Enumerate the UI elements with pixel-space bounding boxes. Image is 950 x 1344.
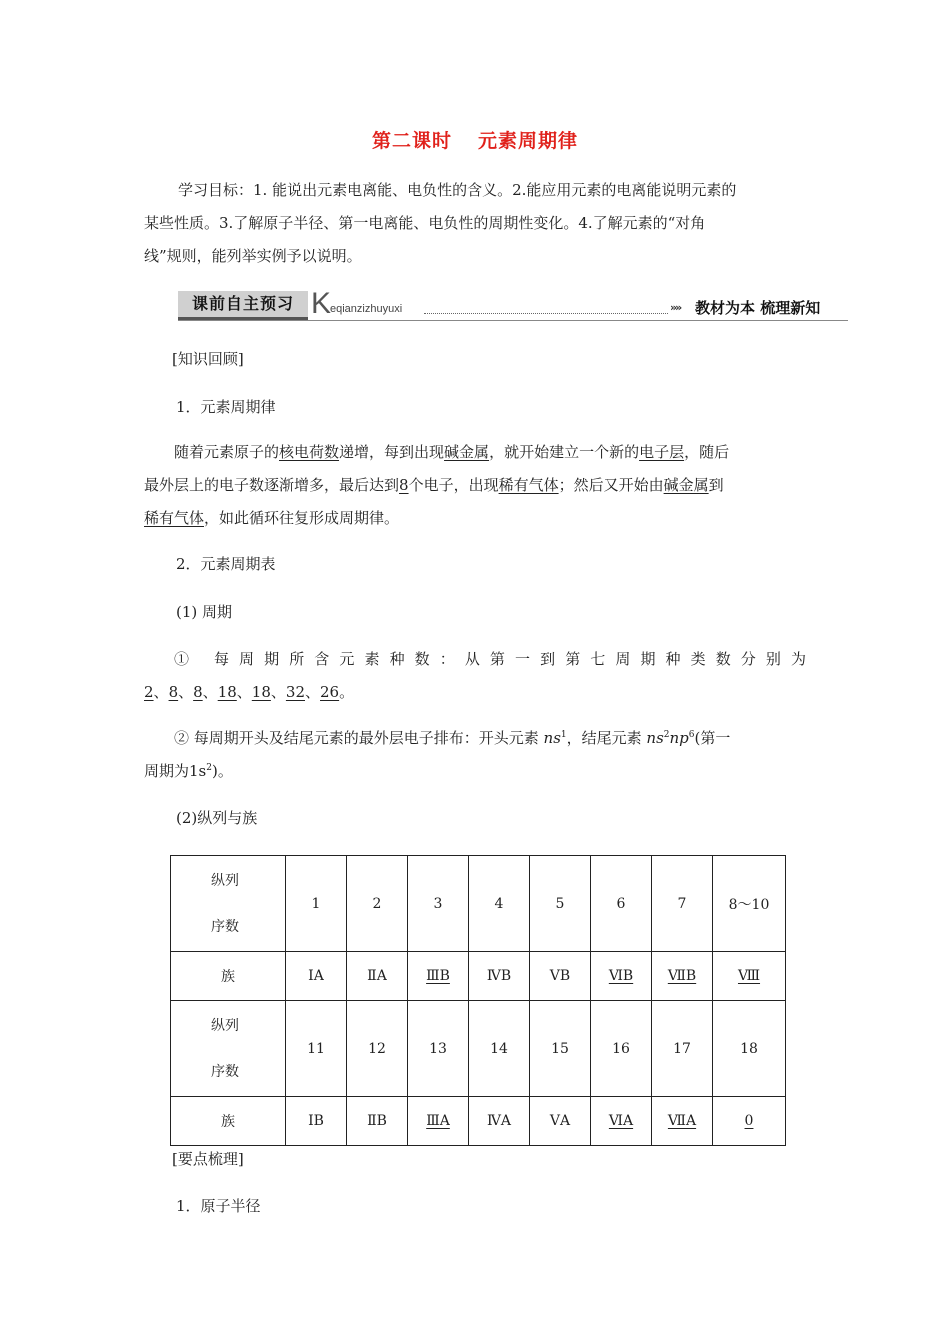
title-part2: 元素周期律	[478, 130, 579, 152]
row-label: 纵列 序数	[171, 856, 286, 952]
point1-heading: 1．原子半径	[176, 1197, 261, 1215]
item1-line1: 随着元素原子的核电荷数递增，每到出现碱金属，就开始建立一个新的电子层，随后	[174, 443, 730, 461]
item1-heading: 1．元素周期律	[176, 398, 276, 416]
banner-slogan: 教材为本 梳理新知	[695, 299, 821, 317]
period-counts-line2: 2、8、8、18、18、32、26。	[144, 683, 355, 701]
blank-electron-shell: 电子层	[639, 443, 685, 461]
electron-config	[144, 722, 806, 788]
table-cell: 13	[408, 1001, 469, 1097]
table-cell: ⅡA	[347, 952, 408, 1001]
table-cell: 3	[408, 856, 469, 952]
objectives-line2: 某些性质。3.了解原子半径、第一电离能、电负性的周期性变化。4.了解元素的“对角	[144, 214, 706, 232]
group-label: 族	[171, 952, 286, 1001]
table-cell: 17	[652, 1001, 713, 1097]
blank-noble-gas: 稀有气体	[498, 476, 559, 494]
table-cell: Ⅷ	[713, 952, 786, 1001]
learning-objectives	[144, 174, 806, 273]
config-line1: ② 每周期开头及结尾元素的最外层电子排布：开头元素 $ns^1$，结尾元素 $ns^2np^6$(第一	[174, 729, 731, 747]
table-cell: ⅥA	[591, 1097, 652, 1146]
section-points: [要点梳理]	[172, 1150, 244, 1168]
table-cell: 16	[591, 1001, 652, 1097]
table-cell: 1	[286, 856, 347, 952]
section-banner	[178, 287, 848, 321]
table-row	[171, 952, 786, 1001]
row-label: 纵列 序数	[171, 1001, 286, 1097]
blank-alkali-metal-2: 碱金属	[663, 476, 709, 494]
objectives-line3: 线”规则，能列举实例予以说明。	[144, 247, 362, 265]
blank-nuclear-charge: 核电荷数	[279, 443, 340, 461]
item2-heading: 2．元素周期表	[176, 555, 276, 573]
banner-rule	[178, 320, 848, 321]
table-cell: ⅡB	[347, 1097, 408, 1146]
table-cell: 11	[286, 1001, 347, 1097]
table-cell: ⅢA	[408, 1097, 469, 1146]
column-group-table	[170, 855, 786, 1146]
table-cell: 4	[469, 856, 530, 952]
table-cell: 7	[652, 856, 713, 952]
sub1-heading: (1) 周期	[176, 603, 233, 621]
blank-eight: 8	[399, 476, 409, 494]
table-row	[171, 1097, 786, 1146]
objectives-line1: 学习目标：1. 能说出元素电离能、电负性的含义。2.能应用元素的电离能说明元素的	[178, 181, 737, 199]
item1-line2: 最外层上的电子数逐渐增多，最后达到8个电子，出现稀有气体；然后又开始由碱金属到	[144, 476, 724, 494]
group-label: 族	[171, 1097, 286, 1146]
table-cell: ⅤA	[530, 1097, 591, 1146]
table-cell: ⅦB	[652, 952, 713, 1001]
banner-arrows: »»	[670, 301, 681, 314]
table-cell: ⅣA	[469, 1097, 530, 1146]
config-line2: 周期为$1s^2$)。	[144, 762, 233, 780]
period-counts-line1: ① 每周期所含元素种数：从第一到第七周期种类数分别为	[174, 650, 806, 668]
banner-pinyin: eqianzizhuyuxi	[330, 303, 403, 315]
table-cell: ⅢB	[408, 952, 469, 1001]
sub2-heading: (2)纵列与族	[176, 809, 258, 827]
table-cell: 5	[530, 856, 591, 952]
table-cell: 12	[347, 1001, 408, 1097]
table-cell: 8～10	[713, 856, 786, 952]
item1-line3: 稀有气体，如此循环往复形成周期律。	[144, 509, 400, 527]
banner-label: 课前自主预习	[178, 291, 308, 320]
banner-k-letter: K	[311, 287, 332, 320]
table-cell: ⅠB	[286, 1097, 347, 1146]
table-cell: 18	[713, 1001, 786, 1097]
table-cell: 2	[347, 856, 408, 952]
table-cell: ⅣB	[469, 952, 530, 1001]
table-cell: 15	[530, 1001, 591, 1097]
table-cell: ⅦA	[652, 1097, 713, 1146]
table-cell: ⅠA	[286, 952, 347, 1001]
period-counts	[144, 643, 806, 709]
item1-paragraph	[144, 436, 806, 535]
blank-alkali-metal: 碱金属	[444, 443, 490, 461]
table-cell: 14	[469, 1001, 530, 1097]
table-cell: 0	[713, 1097, 786, 1146]
table-cell: 6	[591, 856, 652, 952]
section-review: [知识回顾]	[172, 350, 244, 368]
table-row	[171, 1001, 786, 1097]
table-row	[171, 856, 786, 952]
page-title	[0, 126, 950, 153]
table-cell: ⅥB	[591, 952, 652, 1001]
banner-dotted-line	[424, 313, 668, 314]
title-part1: 第二课时	[371, 130, 452, 152]
table-cell: ⅤB	[530, 952, 591, 1001]
blank-noble-gas-2: 稀有气体	[144, 509, 205, 527]
